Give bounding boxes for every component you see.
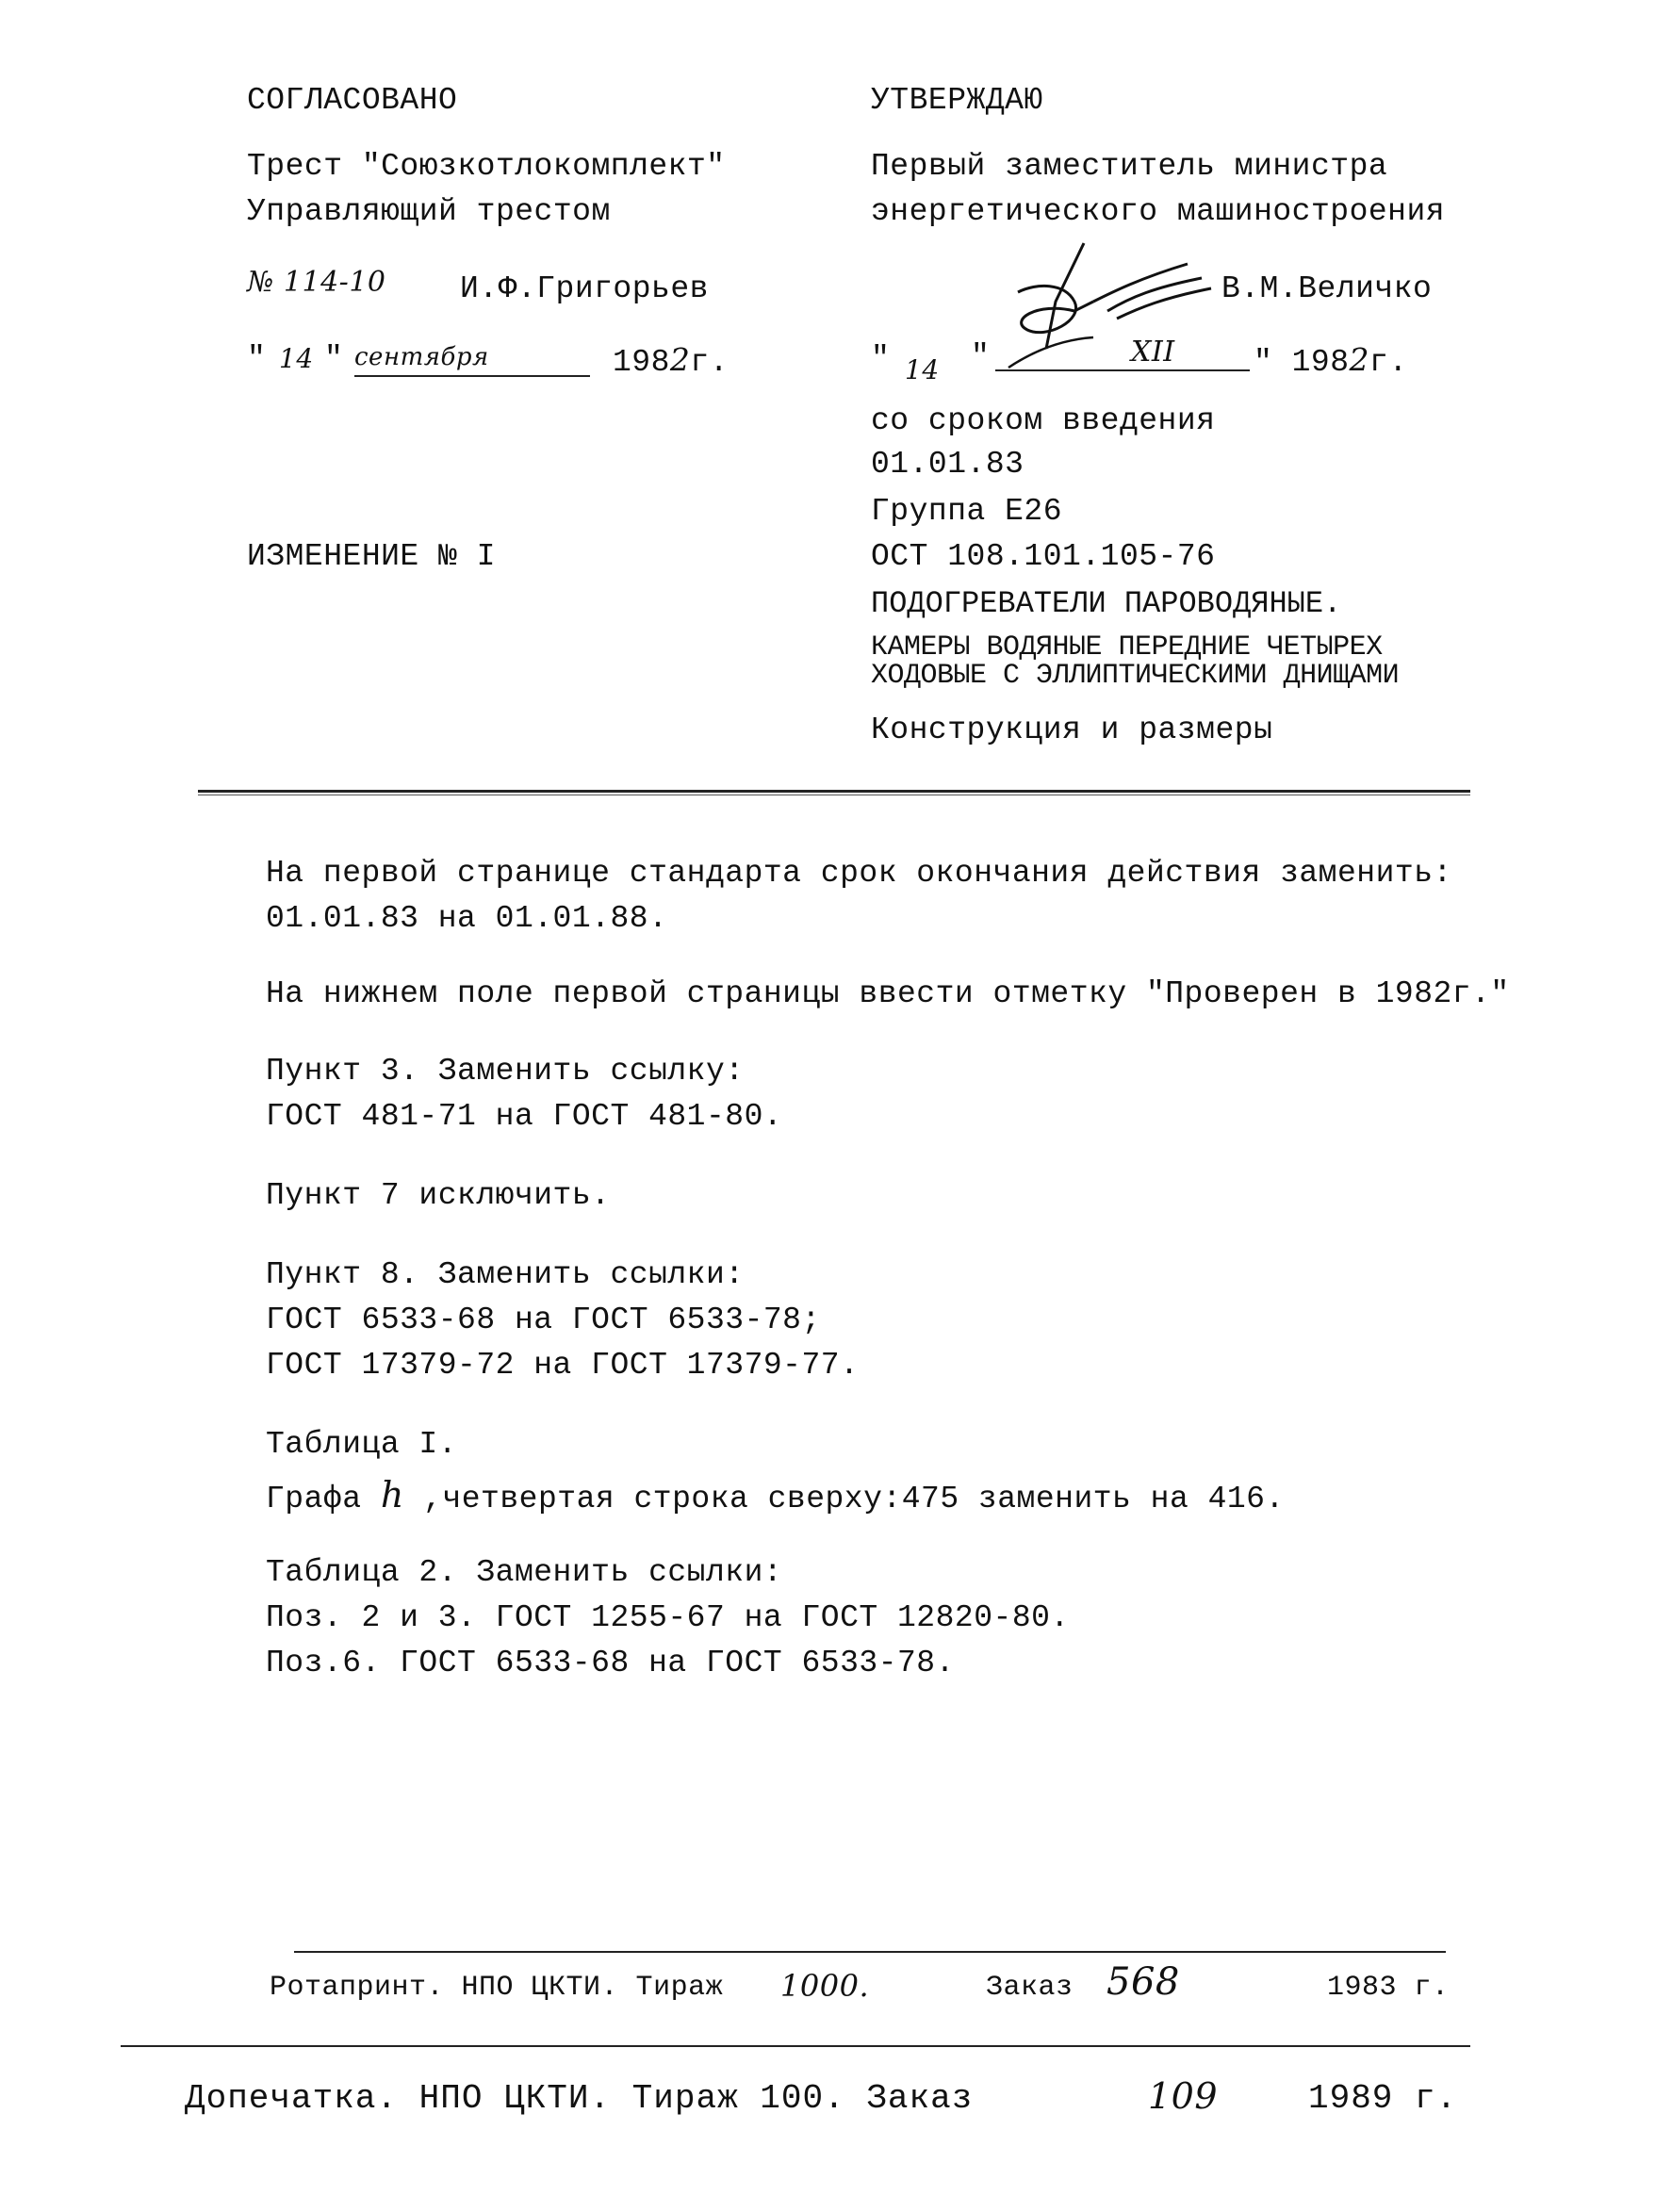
standard-title-line3: ХОДОВЫЕ С ЭЛЛИПТИЧЕСКИМИ ДНИЩАМИ xyxy=(871,660,1400,692)
footer-line2-year: 1989 г. xyxy=(1308,2079,1458,2118)
approved-date-year xyxy=(1254,341,1408,380)
paragraph-3-line2: ГОСТ 481-71 на ГОСТ 481-80. xyxy=(266,1099,783,1134)
paragraph-3-line1: Пункт 3. Заменить ссылку: xyxy=(266,1054,745,1089)
paragraph-4: Пункт 7 исключить. xyxy=(266,1178,611,1213)
approved-date-month: XII xyxy=(1131,336,1175,369)
agreed-date-open-quote: " xyxy=(247,341,267,376)
group-code: Группа Е26 xyxy=(871,494,1063,529)
paragraph-6-h-symbol: h xyxy=(380,1474,404,1516)
standard-number: ОСТ 108.101.105-76 xyxy=(871,539,1216,574)
agreed-date-day: 14 xyxy=(279,343,314,374)
standard-subtitle: Конструкция и размеры xyxy=(871,713,1273,747)
agreed-date-year xyxy=(613,341,729,380)
paragraph-6-graf: Графа xyxy=(266,1482,362,1516)
footer-line1-year: 1983 г. xyxy=(1327,1972,1450,2004)
footer-rule-top xyxy=(294,1951,1446,1953)
intro-label: со сроком введения xyxy=(871,403,1216,438)
paragraph-6-line2 xyxy=(266,1474,1285,1516)
paragraph-7-line1: Таблица 2. Заменить ссылки: xyxy=(266,1555,783,1590)
paragraph-5-line3: ГОСТ 17379-72 на ГОСТ 17379-77. xyxy=(266,1348,860,1383)
footer-line1-tirazh: 1000. xyxy=(780,1968,870,2004)
paragraph-7-line2: Поз. 2 и 3. ГОСТ 1255-67 на ГОСТ 12820-80. xyxy=(266,1600,1070,1635)
approver-signature xyxy=(952,236,1225,386)
approved-date-year-print: 198 xyxy=(1291,345,1350,380)
intro-date: 01.01.83 xyxy=(871,447,1025,482)
footer-line1-order: 568 xyxy=(1106,1960,1180,2004)
paragraph-6-line1: Таблица I. xyxy=(266,1427,458,1462)
approved-date-close-quote-2: " xyxy=(1254,345,1292,380)
approved-role-line2: энергетического машиностроения xyxy=(871,194,1446,229)
footer-line2-print: Допечатка. НПО ЦКТИ. Тираж 100. Заказ xyxy=(185,2079,974,2118)
footer-rule-bottom xyxy=(121,2045,1470,2047)
agreed-role: Управляющий трестом xyxy=(247,194,611,229)
agreed-date-close-quote: " xyxy=(324,341,344,376)
change-number: ИЗМЕНЕНИЕ № I xyxy=(247,539,496,574)
paragraph-2: На нижнем поле первой страницы ввести отметку "Проверен в 1982г." xyxy=(266,976,1510,1011)
paragraph-5-line1: Пункт 8. Заменить ссылки: xyxy=(266,1257,745,1292)
agreed-date-year-suffix: г. xyxy=(690,345,729,380)
agreed-date-month: сентября xyxy=(354,343,489,371)
agreed-date-underline xyxy=(354,375,590,377)
paragraph-1-line2: 01.01.83 на 01.01.88. xyxy=(266,901,668,936)
agreed-org: Трест "Союзкотлокомплект" xyxy=(247,149,726,184)
approved-date-year-suffix: г. xyxy=(1369,345,1408,380)
approved-date-underline xyxy=(995,369,1250,371)
approved-role-line1: Первый заместитель министра xyxy=(871,149,1388,184)
approved-date-year-hand: 2 xyxy=(1349,341,1370,378)
approved-date-close-quote: " xyxy=(971,339,991,374)
paragraph-1-line1: На первой странице стандарта срок окончания действия заменить: xyxy=(266,856,1452,891)
paragraph-6-rest: ,четвертая строка сверху:475 заменить на 416. xyxy=(423,1482,1285,1516)
agreed-date-year-hand: 2 xyxy=(669,341,691,378)
agreed-date-year-print: 198 xyxy=(613,345,670,380)
agreed-header: СОГЛАСОВАНО xyxy=(247,83,458,118)
agreed-doc-number: № 114-10 xyxy=(247,266,386,299)
standard-title-line2: КАМЕРЫ ВОДЯНЫЕ ПЕРЕДНИЕ ЧЕТЫРЕХ xyxy=(871,631,1383,664)
header-separator xyxy=(198,790,1470,793)
approved-date-open-quote: " xyxy=(871,341,891,376)
paragraph-7-line3: Поз.6. ГОСТ 6533-68 на ГОСТ 6533-78. xyxy=(266,1646,955,1680)
footer-line2-order: 109 xyxy=(1148,2075,1219,2117)
approved-name: В.М.Величко xyxy=(1221,271,1433,306)
footer-line1-print: Ротапринт. НПО ЦКТИ. Тираж xyxy=(270,1972,724,2004)
agreed-name: И.Ф.Григорьев xyxy=(460,271,709,306)
paragraph-5-line2: ГОСТ 6533-68 на ГОСТ 6533-78; xyxy=(266,1303,821,1337)
footer-line1-order-label: Заказ xyxy=(986,1972,1074,2004)
approved-header: УТВЕРЖДАЮ xyxy=(871,83,1043,118)
approved-date-day: 14 xyxy=(905,354,940,385)
standard-title-line1: ПОДОГРЕВАТЕЛИ ПАРОВОДЯНЫЕ. xyxy=(871,586,1342,621)
